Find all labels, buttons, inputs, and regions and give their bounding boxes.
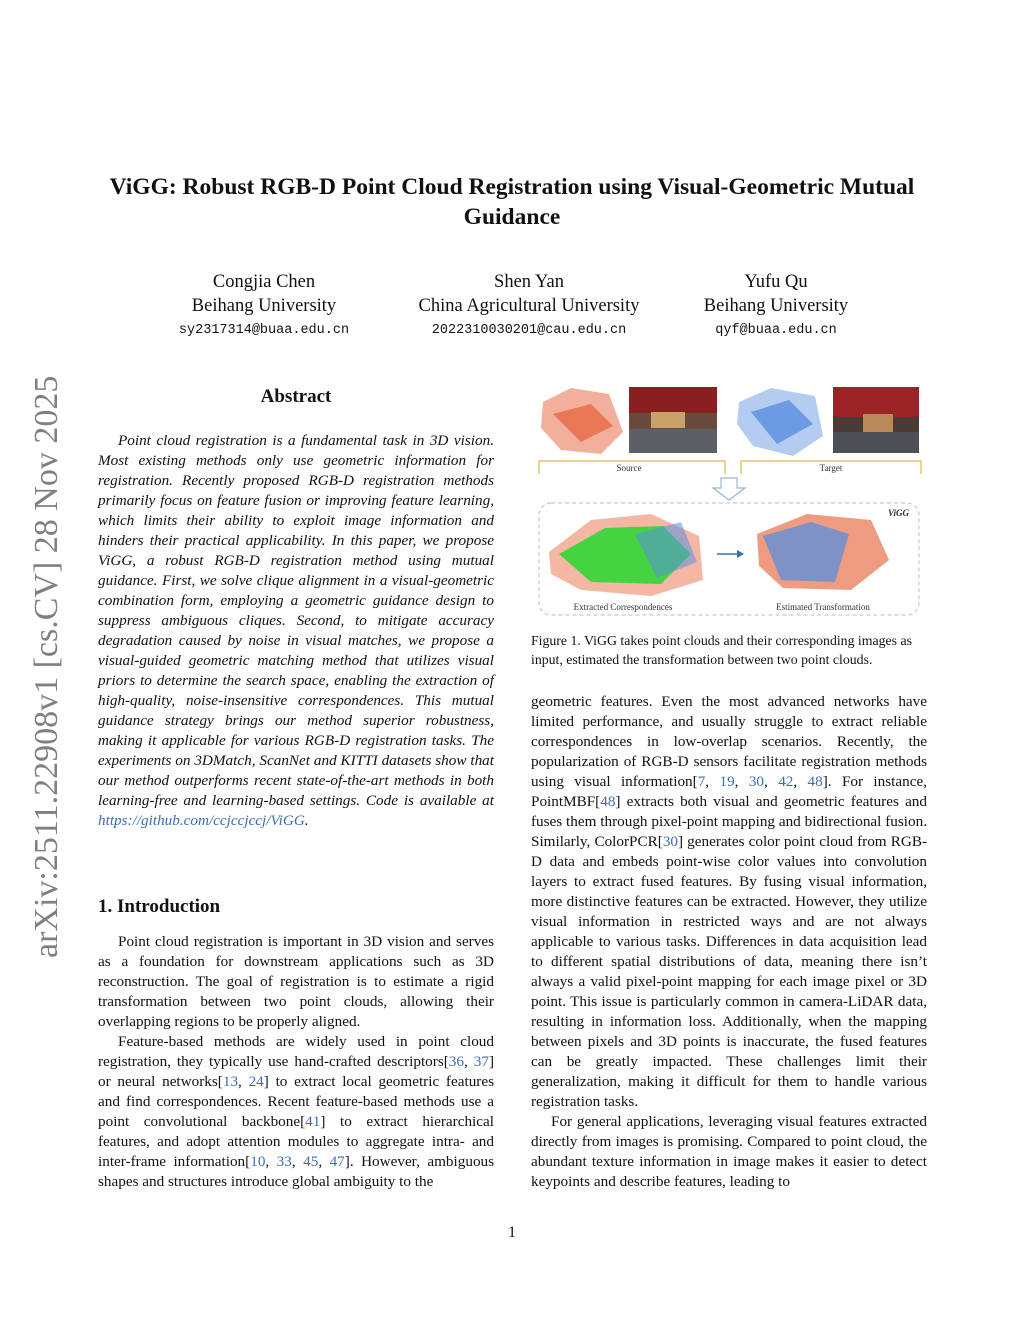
citation[interactable]: 13 xyxy=(222,1073,239,1090)
text-run: , xyxy=(238,1073,249,1090)
target-label: Target xyxy=(819,463,843,473)
citation[interactable]: 30 xyxy=(748,773,765,790)
correspondences-label: Extracted Correspondences xyxy=(573,602,673,612)
source-image-floor xyxy=(629,429,717,453)
author-email[interactable]: qyf@buaa.edu.cn xyxy=(715,323,837,338)
author-name: Congjia Chen xyxy=(212,272,316,292)
text-run: , xyxy=(318,1153,330,1170)
author-email[interactable]: 2022310030201@cau.edu.cn xyxy=(431,323,627,338)
author-3 xyxy=(686,270,866,340)
target-image-wall xyxy=(833,387,919,417)
source-label: Source xyxy=(616,463,642,473)
text-run: ] generates color point cloud from RGB-D data and embeds point-wise color values into convolution layers to extract fused features. By fusing visual information, more distinctive features can be extracted. However, they utilize visual information in restricted ways and are not always applicable to various tasks. Differences in data acquisition lead to different spatial distributions of data, meaning there isn’t always a valid pixel-point mapping for each image pixel or 3D point. This issue is particularly common in camera-LiDAR data, resulting in information loss. Additionally, when the mapping between pixels and 3D points is inaccurate, the fused features can be greatly impacted. These challenges limit their generalization, making it difficult for them to handle various registration tasks. xyxy=(531,833,928,1110)
source-image-desk xyxy=(651,412,685,428)
right-arrow-icon xyxy=(737,550,744,558)
right-paragraph-1 xyxy=(531,692,927,1112)
citation[interactable]: 42 xyxy=(778,773,794,790)
author-2 xyxy=(389,270,669,340)
citation[interactable]: 36 xyxy=(448,1053,464,1070)
text-run: , xyxy=(764,773,779,790)
text-run: ]. However, ambiguous shapes and structures introduce global ambiguity to the xyxy=(98,1153,495,1190)
figure-caption: Figure 1. ViGG takes point clouds and their corresponding images as input, estimated the transformation between two point clouds. xyxy=(531,633,912,667)
citation[interactable]: 45 xyxy=(303,1153,319,1170)
citation[interactable]: 10 xyxy=(250,1153,266,1170)
text-run: ] extracts both visual and geometric features and fuses them through pixel-point mapping and bidirectional fusion. Similarly, ColorPCR[ xyxy=(531,793,927,850)
intro-paragraph-2 xyxy=(98,1032,494,1192)
citation[interactable]: 37 xyxy=(473,1053,489,1070)
abstract-heading: Abstract xyxy=(260,386,332,407)
text-run: ] or neural networks[ xyxy=(98,1053,495,1090)
text-run: ]. For instance, PointMBF[ xyxy=(531,773,927,810)
text-run: , xyxy=(793,773,808,790)
abstract-end: . xyxy=(304,812,309,829)
introduction-body xyxy=(98,932,494,1192)
citation[interactable]: 19 xyxy=(719,773,735,790)
source-image-wall xyxy=(629,387,717,413)
text-run: Feature-based methods are widely used in point cloud registration, they typically use hand-crafted descriptors[ xyxy=(98,1033,494,1070)
page-number: 1 xyxy=(508,1224,516,1241)
transformation-visual xyxy=(757,514,889,590)
author-1 xyxy=(164,270,364,340)
arxiv-identifier: arXiv:2511.22908v1 [cs.CV] 28 Nov 2025 xyxy=(28,375,65,958)
method-label: ViGG xyxy=(887,508,909,518)
author-affiliation: Beihang University xyxy=(703,296,849,316)
right-paragraph-2: For general applications, leveraging visual features extracted directly from images is promising. Compared to point cloud, the abundant texture information in image makes it easier to detect keypoints and describe features, leading to xyxy=(531,1113,927,1190)
text-run: , xyxy=(291,1153,304,1170)
right-column-body xyxy=(531,692,927,1192)
citation[interactable]: 48 xyxy=(807,773,823,790)
code-link[interactable]: https://github.com/ccjccjccj/ViGG xyxy=(98,812,305,829)
citation[interactable]: 24 xyxy=(248,1073,264,1090)
citation[interactable]: 7 xyxy=(697,773,706,790)
text-run: , xyxy=(265,1153,277,1170)
source-image xyxy=(629,387,717,453)
paper-title: ViGG: Robust RGB-D Point Cloud Registration using Visual-Geometric Mutual Guidance xyxy=(109,174,915,230)
down-arrow-icon xyxy=(713,478,745,500)
target-image xyxy=(833,387,919,453)
author-affiliation: Beihang University xyxy=(191,296,337,316)
text-run: , xyxy=(734,773,749,790)
author-name: Shen Yan xyxy=(494,272,564,292)
target-image-desk xyxy=(863,414,893,432)
transformation-label: Estimated Transformation xyxy=(776,602,870,612)
text-run: geometric features. Even the most advanced networks have limited performance, and usually struggle to extract reliable correspondences in low-overlap scenarios. Recently, the popularization of RGB-D sensors facilitate registration methods using visual information[ xyxy=(531,693,927,790)
text-run: ] to extract hierarchical features, and adopt attention modules to aggregate intra- and inter-frame information[ xyxy=(98,1113,494,1170)
abstract-text: Point cloud registration is a fundamental task in 3D vision. Most existing methods only use geometric information for registration. Recently proposed RGB-D registration methods primarily focus on feature fusion or improving feature learning, which limits their ability to exploit image information and hinders their practical applicability. In this paper, we propose ViGG, a robust RGB-D registration method using mutual guidance. First, we solve clique alignment in a visual-geometric combination form, employing a geometric guidance design to suppress ambiguous cliques. Second, to mitigate accuracy degradation caused by noise in visual matches, we propose a visual-guided geometric matching method that utilizes visual priors to determine the search space, enabling the extraction of high-quality, noise-insensitive correspondences. This mutual guidance strategy brings our method superior robustness, making it applicable for various RGB-D registration tasks. The experiments on 3DMatch, ScanNet and KITTI datasets show that our method outperforms recent state-of-the-art methods in both learning-free and learning-based settings. Code is available at xyxy=(98,432,494,809)
figure-1 xyxy=(531,384,927,624)
intro-paragraph-1: Point cloud registration is important in 3D vision and serves as a foundation for downstream applications such as 3D reconstruction. The goal of registration is to estimate a rigid transformation between two point clouds, allowing their overlapping regions to be properly aligned. xyxy=(98,933,494,1030)
author-affiliation: China Agricultural University xyxy=(418,296,640,316)
author-email[interactable]: sy2317314@buaa.edu.cn xyxy=(178,323,350,338)
text-run: ] to extract local geometric features and find correspondences. Recent feature-based methods use a point convolutional backbone[ xyxy=(98,1073,494,1130)
section-heading-introduction: 1. Introduction xyxy=(98,896,221,917)
citation[interactable]: 41 xyxy=(305,1113,321,1130)
target-point-cloud xyxy=(737,388,823,456)
text-run: , xyxy=(705,773,720,790)
text-run: , xyxy=(463,1053,474,1070)
citation[interactable]: 30 xyxy=(662,833,678,850)
abstract-body xyxy=(98,431,494,831)
citation[interactable]: 33 xyxy=(276,1153,292,1170)
target-image-floor xyxy=(833,432,919,453)
citation[interactable]: 47 xyxy=(329,1153,345,1170)
source-point-cloud xyxy=(541,388,623,454)
author-name: Yufu Qu xyxy=(744,272,808,292)
citation[interactable]: 48 xyxy=(600,793,616,810)
correspondence-visual xyxy=(549,514,703,596)
